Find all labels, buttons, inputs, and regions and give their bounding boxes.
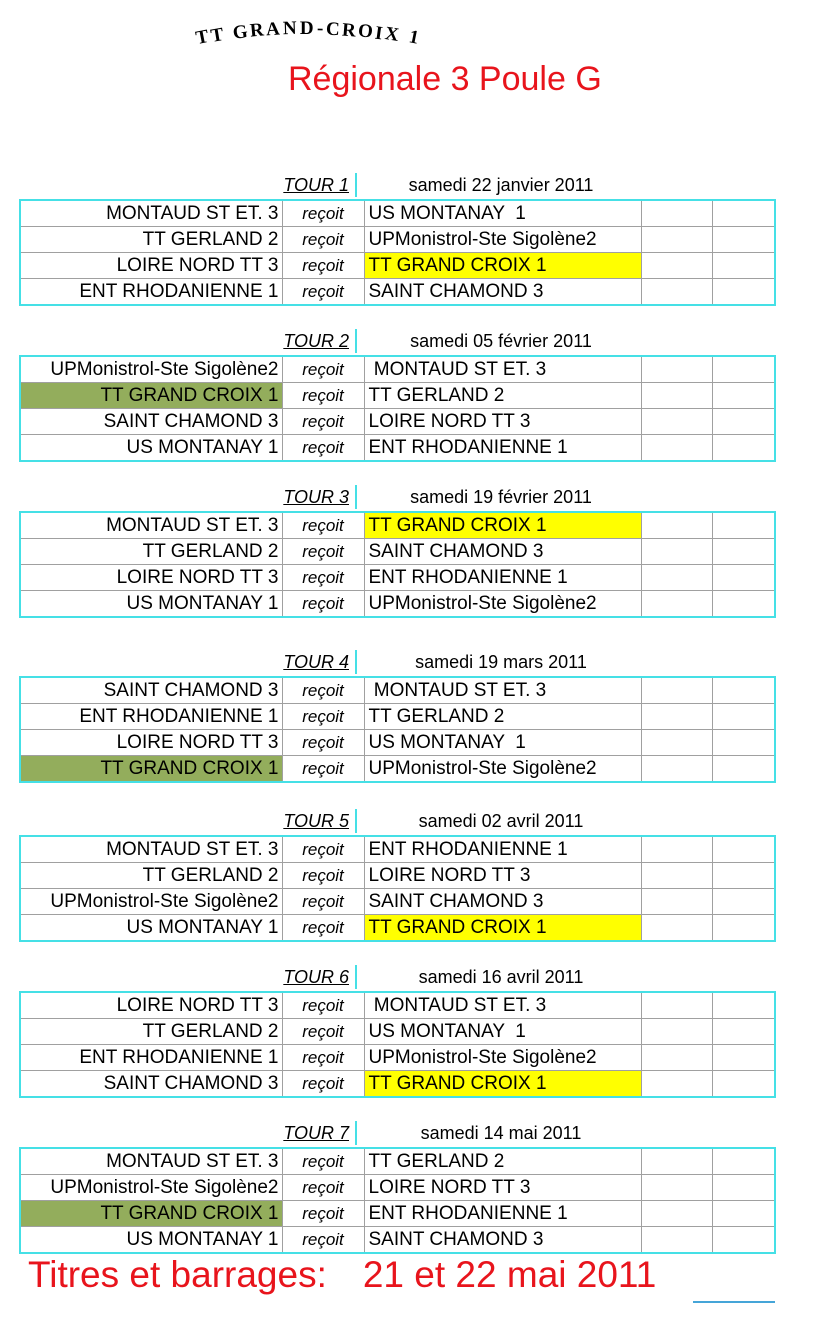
- home-team: UPMonistrol-Ste Sigolène2: [20, 1175, 282, 1201]
- home-team: MONTAUD ST ET. 3: [20, 200, 282, 227]
- away-team: ENT RHODANIENNE 1: [364, 565, 641, 591]
- score-cell: [641, 730, 712, 756]
- club-title-letter: N: [282, 18, 297, 40]
- home-team: TT GERLAND 2: [20, 227, 282, 253]
- tour-block: [19, 809, 774, 942]
- score-cell: [712, 435, 775, 462]
- match-table: [19, 355, 776, 462]
- score-cell: [712, 565, 775, 591]
- home-team: LOIRE NORD TT 3: [20, 992, 282, 1019]
- away-team: ENT RHODANIENNE 1: [364, 435, 641, 462]
- away-team: SAINT CHAMOND 3: [364, 889, 641, 915]
- page-subtitle: Régionale 3 Poule G: [288, 60, 602, 98]
- match-row: [20, 677, 775, 704]
- club-title-letter: 1: [406, 26, 421, 49]
- receives-label: reçoit: [282, 730, 364, 756]
- tour-header: [19, 329, 774, 355]
- score-cell: [712, 889, 775, 915]
- home-team: TT GRAND CROIX 1: [20, 383, 282, 409]
- tour-label: TOUR 3: [281, 485, 357, 509]
- tour-date: samedi 02 avril 2011: [418, 811, 584, 831]
- away-team: LOIRE NORD TT 3: [364, 863, 641, 889]
- home-team: UPMonistrol-Ste Sigolène2: [20, 889, 282, 915]
- score-cell: [641, 992, 712, 1019]
- away-team: TT GRAND CROIX 1: [364, 512, 641, 539]
- score-cell: [641, 1175, 712, 1201]
- score-cell: [712, 279, 775, 306]
- away-team: UPMonistrol-Ste Sigolène2: [364, 1045, 641, 1071]
- match-row: [20, 863, 775, 889]
- score-cell: [641, 565, 712, 591]
- away-team: TT GERLAND 2: [364, 1148, 641, 1175]
- club-title-letter: I: [373, 22, 385, 44]
- score-cell: [641, 863, 712, 889]
- match-row: [20, 889, 775, 915]
- match-row: [20, 915, 775, 942]
- score-cell: [641, 915, 712, 942]
- score-cell: [641, 227, 712, 253]
- receives-label: reçoit: [282, 1045, 364, 1071]
- home-team: US MONTANAY 1: [20, 591, 282, 618]
- away-team: MONTAUD ST ET. 3: [364, 677, 641, 704]
- tour-block: [19, 650, 774, 783]
- score-cell: [712, 704, 775, 730]
- home-team: US MONTANAY 1: [20, 1227, 282, 1254]
- away-team: ENT RHODANIENNE 1: [364, 836, 641, 863]
- finals-note: [28, 1254, 656, 1296]
- tour-date: samedi 22 janvier 2011: [408, 175, 594, 195]
- score-cell: [712, 836, 775, 863]
- tour-label: TOUR 4: [281, 650, 357, 674]
- tour-block: [19, 485, 774, 618]
- match-row: [20, 1045, 775, 1071]
- score-cell: [641, 409, 712, 435]
- home-team: SAINT CHAMOND 3: [20, 1071, 282, 1098]
- home-team: MONTAUD ST ET. 3: [20, 512, 282, 539]
- match-table: [19, 511, 776, 618]
- score-cell: [641, 1019, 712, 1045]
- tour-block: [19, 1121, 774, 1254]
- receives-label: reçoit: [282, 565, 364, 591]
- score-cell: [641, 1045, 712, 1071]
- club-title-letter: R: [341, 19, 357, 42]
- tour-label: TOUR 5: [281, 809, 357, 833]
- receives-label: reçoit: [282, 1071, 364, 1098]
- club-title-letter: T: [193, 25, 211, 49]
- score-cell: [712, 730, 775, 756]
- away-team: ENT RHODANIENNE 1: [364, 1201, 641, 1227]
- club-title-letter: O: [356, 20, 374, 43]
- score-cell: [712, 1071, 775, 1098]
- receives-label: reçoit: [282, 1019, 364, 1045]
- home-team: MONTAUD ST ET. 3: [20, 836, 282, 863]
- receives-label: reçoit: [282, 253, 364, 279]
- home-team: LOIRE NORD TT 3: [20, 253, 282, 279]
- score-cell: [712, 1227, 775, 1254]
- match-row: [20, 409, 775, 435]
- score-cell: [712, 863, 775, 889]
- tour-date: samedi 05 février 2011: [410, 331, 592, 351]
- score-cell: [641, 383, 712, 409]
- tour-date: samedi 16 avril 2011: [418, 967, 584, 987]
- receives-label: reçoit: [282, 889, 364, 915]
- score-cell: [712, 539, 775, 565]
- match-row: [20, 756, 775, 783]
- receives-label: reçoit: [282, 1148, 364, 1175]
- tour-block: [19, 965, 774, 1098]
- tour-label: TOUR 2: [281, 329, 357, 353]
- score-cell: [712, 992, 775, 1019]
- receives-label: reçoit: [282, 539, 364, 565]
- receives-label: reçoit: [282, 1201, 364, 1227]
- home-team: TT GERLAND 2: [20, 1019, 282, 1045]
- score-cell: [712, 1175, 775, 1201]
- score-cell: [641, 1148, 712, 1175]
- score-cell: [712, 1201, 775, 1227]
- score-cell: [641, 677, 712, 704]
- away-team: LOIRE NORD TT 3: [364, 1175, 641, 1201]
- away-team: US MONTANAY 1: [364, 730, 641, 756]
- score-cell: [641, 253, 712, 279]
- match-row: [20, 565, 775, 591]
- score-cell: [641, 435, 712, 462]
- score-cell: [712, 227, 775, 253]
- tour-label: TOUR 7: [281, 1121, 357, 1145]
- receives-label: reçoit: [282, 836, 364, 863]
- receives-label: reçoit: [282, 915, 364, 942]
- match-row: [20, 730, 775, 756]
- club-title-letter: G: [231, 21, 250, 44]
- score-cell: [641, 836, 712, 863]
- home-team: ENT RHODANIENNE 1: [20, 1045, 282, 1071]
- match-row: [20, 227, 775, 253]
- match-row: [20, 704, 775, 730]
- receives-label: reçoit: [282, 756, 364, 783]
- home-team: SAINT CHAMOND 3: [20, 409, 282, 435]
- score-cell: [641, 200, 712, 227]
- club-title-letter: A: [265, 18, 281, 41]
- score-cell: [641, 889, 712, 915]
- receives-label: reçoit: [282, 863, 364, 889]
- match-row: [20, 1227, 775, 1254]
- match-row: [20, 383, 775, 409]
- away-team: MONTAUD ST ET. 3: [364, 356, 641, 383]
- away-team: LOIRE NORD TT 3: [364, 409, 641, 435]
- match-row: [20, 591, 775, 618]
- match-row: [20, 279, 775, 306]
- home-team: TT GERLAND 2: [20, 863, 282, 889]
- home-team: US MONTANAY 1: [20, 435, 282, 462]
- receives-label: reçoit: [282, 1175, 364, 1201]
- receives-label: reçoit: [282, 1227, 364, 1254]
- score-cell: [712, 1045, 775, 1071]
- score-cell: [712, 1148, 775, 1175]
- score-cell: [712, 677, 775, 704]
- match-row: [20, 1201, 775, 1227]
- score-cell: [641, 1227, 712, 1254]
- tour-label: TOUR 6: [281, 965, 357, 989]
- receives-label: reçoit: [282, 383, 364, 409]
- receives-label: reçoit: [282, 227, 364, 253]
- tour-block: [19, 173, 774, 306]
- receives-label: reçoit: [282, 591, 364, 618]
- away-team: TT GERLAND 2: [364, 704, 641, 730]
- home-team: UPMonistrol-Ste Sigolène2: [20, 356, 282, 383]
- score-cell: [712, 383, 775, 409]
- match-table: [19, 835, 776, 942]
- receives-label: reçoit: [282, 704, 364, 730]
- away-team: UPMonistrol-Ste Sigolène2: [364, 591, 641, 618]
- score-cell: [641, 591, 712, 618]
- score-cell: [712, 253, 775, 279]
- away-team: US MONTANAY 1: [364, 1019, 641, 1045]
- match-row: [20, 992, 775, 1019]
- match-row: [20, 435, 775, 462]
- home-team: TT GRAND CROIX 1: [20, 756, 282, 783]
- score-cell: [712, 200, 775, 227]
- tour-header: [19, 809, 774, 835]
- score-cell: [641, 1071, 712, 1098]
- match-row: [20, 1019, 775, 1045]
- tour-label: TOUR 1: [281, 173, 357, 197]
- tour-date: samedi 19 mars 2011: [415, 652, 587, 672]
- away-team: TT GRAND CROIX 1: [364, 915, 641, 942]
- away-team: SAINT CHAMOND 3: [364, 1227, 641, 1254]
- match-row: [20, 1071, 775, 1098]
- receives-label: reçoit: [282, 677, 364, 704]
- receives-label: reçoit: [282, 512, 364, 539]
- receives-label: reçoit: [282, 409, 364, 435]
- match-row: [20, 512, 775, 539]
- away-team: MONTAUD ST ET. 3: [364, 992, 641, 1019]
- home-team: MONTAUD ST ET. 3: [20, 1148, 282, 1175]
- score-cell: [641, 756, 712, 783]
- away-team: SAINT CHAMOND 3: [364, 539, 641, 565]
- home-team: TT GERLAND 2: [20, 539, 282, 565]
- score-cell: [712, 915, 775, 942]
- match-table: [19, 676, 776, 783]
- away-team: UPMonistrol-Ste Sigolène2: [364, 756, 641, 783]
- match-table: [19, 991, 776, 1098]
- score-cell: [641, 279, 712, 306]
- home-team: US MONTANAY 1: [20, 915, 282, 942]
- tour-header: [19, 650, 774, 676]
- home-team: SAINT CHAMOND 3: [20, 677, 282, 704]
- match-row: [20, 1148, 775, 1175]
- footer-divider: [693, 1301, 775, 1303]
- away-team: TT GRAND CROIX 1: [364, 253, 641, 279]
- score-cell: [712, 591, 775, 618]
- club-title-letter: -: [316, 18, 324, 40]
- match-row: [20, 539, 775, 565]
- tour-date: samedi 14 mai 2011: [420, 1123, 582, 1143]
- tour-header: [19, 965, 774, 991]
- score-cell: [712, 1019, 775, 1045]
- tour-header: [19, 173, 774, 199]
- receives-label: reçoit: [282, 200, 364, 227]
- score-cell: [712, 512, 775, 539]
- score-cell: [641, 704, 712, 730]
- away-team: SAINT CHAMOND 3: [364, 279, 641, 306]
- club-title-letter: X: [383, 23, 401, 47]
- match-row: [20, 356, 775, 383]
- finals-label: Titres et barrages:: [28, 1254, 327, 1295]
- score-cell: [641, 512, 712, 539]
- score-cell: [712, 756, 775, 783]
- club-title-letter: C: [325, 18, 341, 40]
- receives-label: reçoit: [282, 435, 364, 462]
- score-cell: [712, 409, 775, 435]
- home-team: LOIRE NORD TT 3: [20, 565, 282, 591]
- tour-block: [19, 329, 774, 462]
- home-team: ENT RHODANIENNE 1: [20, 279, 282, 306]
- tour-header: [19, 485, 774, 511]
- club-title: [193, 14, 426, 50]
- match-row: [20, 200, 775, 227]
- away-team: US MONTANAY 1: [364, 200, 641, 227]
- score-cell: [641, 539, 712, 565]
- club-title-letter: D: [299, 18, 314, 39]
- tour-date: samedi 19 février 2011: [410, 487, 592, 507]
- match-row: [20, 253, 775, 279]
- home-team: LOIRE NORD TT 3: [20, 730, 282, 756]
- match-table: [19, 199, 776, 306]
- away-team: UPMonistrol-Ste Sigolène2: [364, 227, 641, 253]
- match-table: [19, 1147, 776, 1254]
- home-team: TT GRAND CROIX 1: [20, 1201, 282, 1227]
- score-cell: [641, 1201, 712, 1227]
- score-cell: [641, 356, 712, 383]
- receives-label: reçoit: [282, 279, 364, 306]
- receives-label: reçoit: [282, 356, 364, 383]
- score-cell: [712, 356, 775, 383]
- match-row: [20, 1175, 775, 1201]
- receives-label: reçoit: [282, 992, 364, 1019]
- away-team: TT GERLAND 2: [364, 383, 641, 409]
- tour-header: [19, 1121, 774, 1147]
- match-row: [20, 836, 775, 863]
- home-team: ENT RHODANIENNE 1: [20, 704, 282, 730]
- club-title-letter: R: [249, 19, 266, 42]
- away-team: TT GRAND CROIX 1: [364, 1071, 641, 1098]
- finals-date: 21 et 22 mai 2011: [362, 1254, 657, 1295]
- club-title-letter: T: [209, 24, 226, 47]
